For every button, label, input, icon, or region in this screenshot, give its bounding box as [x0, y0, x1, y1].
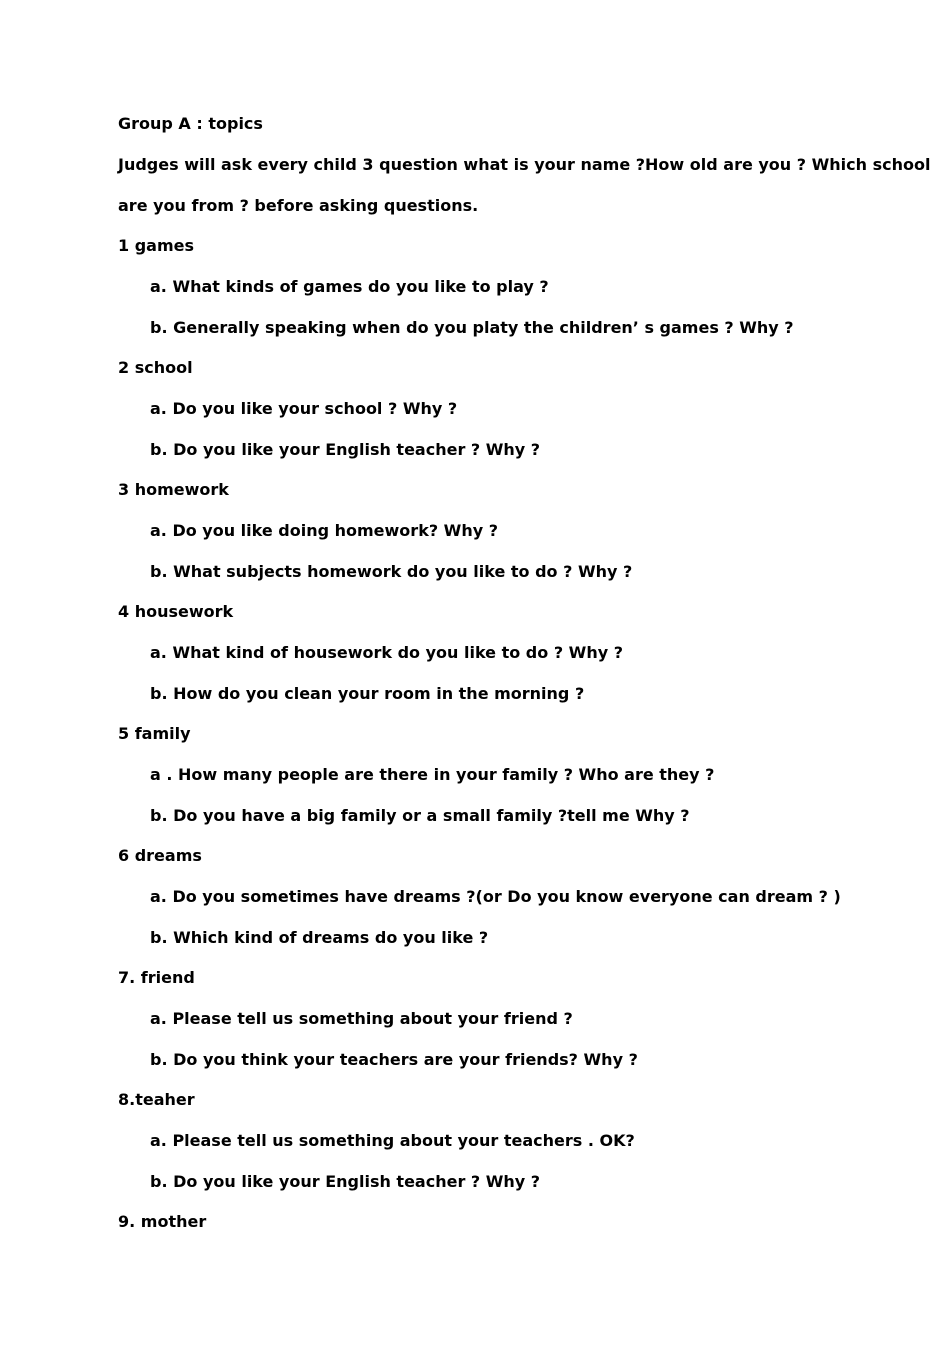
document-title: Group A : topics: [118, 114, 263, 133]
question-teacher-b: b. Do you like your English teacher ? Why ?: [150, 1172, 541, 1191]
topic-heading-school: 2 school: [118, 358, 193, 377]
question-housework-b: b. How do you clean your room in the morning ?: [150, 684, 585, 703]
question-housework-a: a. What kind of housework do you like to do ? Why ?: [150, 643, 623, 662]
question-school-b: b. Do you like your English teacher ? Why ?: [150, 440, 541, 459]
intro-line-2: are you from ? before asking questions.: [118, 196, 479, 215]
question-homework-a: a. Do you like doing homework? Why ?: [150, 521, 498, 540]
question-games-b: b. Generally speaking when do you platy the children’ s games ? Why ?: [150, 318, 794, 337]
question-friend-a: a. Please tell us something about your friend ?: [150, 1009, 573, 1028]
topic-heading-teacher: 8.teaher: [118, 1090, 195, 1109]
topic-heading-games: 1 games: [118, 236, 194, 255]
question-dreams-a: a. Do you sometimes have dreams ?(or Do you know everyone can dream ? ): [150, 887, 841, 906]
question-school-a: a. Do you like your school ? Why ?: [150, 399, 458, 418]
question-family-b: b. Do you have a big family or a small family ?tell me Why ?: [150, 806, 690, 825]
topic-heading-housework: 4 housework: [118, 602, 234, 621]
topic-heading-homework: 3 homework: [118, 480, 229, 499]
question-homework-b: b. What subjects homework do you like to do ? Why ?: [150, 562, 633, 581]
intro-line-1: Judges will ask every child 3 question what is your name ?How old are you ? Which school: [118, 155, 931, 174]
question-family-a: a . How many people are there in your family ? Who are they ?: [150, 765, 715, 784]
question-dreams-b: b. Which kind of dreams do you like ?: [150, 928, 489, 947]
topic-heading-family: 5 family: [118, 724, 191, 743]
question-friend-b: b. Do you think your teachers are your friends? Why ?: [150, 1050, 638, 1069]
question-games-a: a. What kinds of games do you like to play ?: [150, 277, 549, 296]
topic-heading-dreams: 6 dreams: [118, 846, 202, 865]
topic-heading-mother: 9. mother: [118, 1212, 207, 1231]
question-teacher-a: a. Please tell us something about your teachers . OK?: [150, 1131, 635, 1150]
topic-heading-friend: 7. friend: [118, 968, 195, 987]
